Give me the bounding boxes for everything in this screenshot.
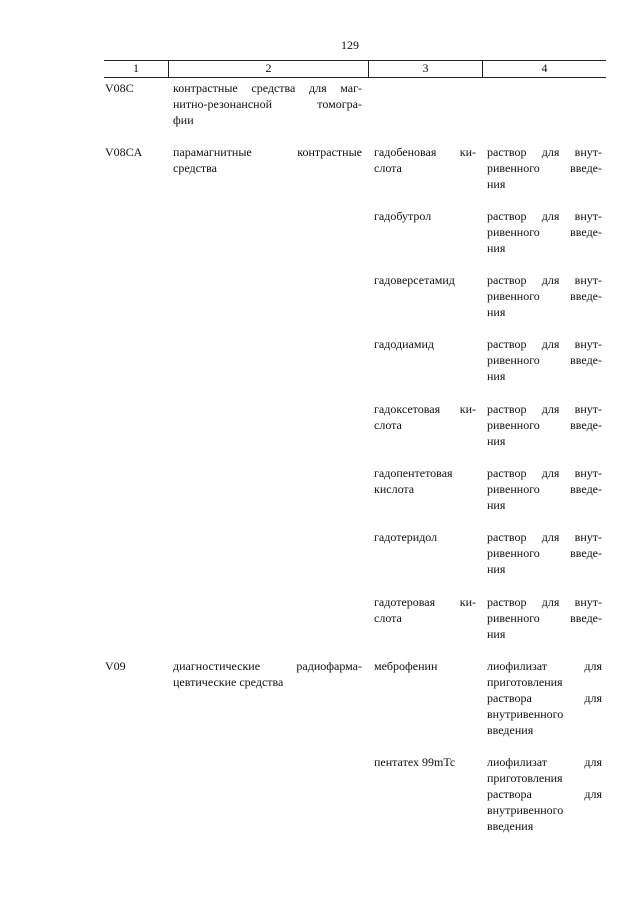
group-name-cell	[168, 80, 368, 128]
dosage-form-cell	[482, 401, 606, 449]
inn-cell	[368, 465, 482, 513]
dosage-form-cell	[482, 336, 606, 384]
dosage-form-line: ривенного введе-	[487, 611, 602, 625]
inn-cell	[368, 754, 482, 834]
table-row	[104, 144, 606, 192]
header-col-4: 4	[482, 61, 606, 77]
dosage-form-line: лиофилизат для	[487, 659, 602, 673]
table-row	[104, 594, 606, 642]
page-number: 129	[341, 38, 359, 52]
inn-cell	[368, 144, 482, 192]
inn-line: слота	[374, 611, 402, 625]
dosage-form-line: раствор для внут-	[487, 273, 602, 287]
atc-code-cell	[104, 144, 168, 192]
group-name-line: цевтические средства	[173, 675, 284, 689]
dosage-form-cell	[482, 529, 606, 577]
dosage-form-cell	[482, 144, 606, 192]
atc-code-cell	[104, 272, 168, 320]
inn-line: кислота	[374, 482, 415, 496]
dosage-form-line: введения	[487, 723, 534, 737]
group-name-cell	[168, 144, 368, 192]
table-row	[104, 465, 606, 513]
inn-cell	[368, 208, 482, 256]
group-name-cell	[168, 208, 368, 256]
table-row	[104, 529, 606, 577]
dosage-form-line: ривенного введе-	[487, 225, 602, 239]
dosage-form-line: ния	[487, 498, 506, 512]
dosage-form-line: ния	[487, 177, 506, 191]
dosage-form-line: ния	[487, 241, 506, 255]
group-name-cell	[168, 754, 368, 834]
dosage-form-line: внутривенного	[487, 707, 564, 721]
dosage-form-cell	[482, 208, 606, 256]
dosage-form-line: раствор для внут-	[487, 145, 602, 159]
dosage-form-line: ривенного введе-	[487, 418, 602, 432]
dosage-form-cell	[482, 658, 606, 738]
dosage-form-line: раствор для внут-	[487, 530, 602, 544]
group-name-line: средства	[173, 161, 218, 175]
dosage-form-cell	[482, 465, 606, 513]
dosage-form-line: раствор для внут-	[487, 209, 602, 223]
table-row	[104, 272, 606, 320]
inn-line: гадобеновая ки-	[374, 145, 476, 159]
inn-cell	[368, 529, 482, 577]
dosage-form-line: приготовления	[487, 771, 563, 785]
table-row	[104, 208, 606, 256]
group-name-cell	[168, 272, 368, 320]
dosage-form-line: ния	[487, 369, 506, 383]
dosage-form-line: ривенного введе-	[487, 482, 602, 496]
atc-code: V08C	[105, 81, 134, 95]
atc-code: V08CA	[105, 145, 143, 159]
group-name-line: парамагнитные контрастные	[173, 145, 362, 159]
group-name-line: фии	[173, 113, 194, 127]
table-row	[104, 401, 606, 449]
atc-code-cell	[104, 594, 168, 642]
table-row	[104, 658, 606, 738]
table-row	[104, 754, 606, 834]
atc-code-cell	[104, 529, 168, 577]
dosage-form-line: раствора для	[487, 691, 602, 705]
inn-cell	[368, 658, 482, 738]
group-name-line: контрастные средства для маг-	[173, 81, 362, 95]
dosage-form-cell	[482, 272, 606, 320]
inn-line: слота	[374, 161, 402, 175]
drug-table	[104, 60, 606, 833]
dosage-form-line: ривенного введе-	[487, 546, 602, 560]
group-name-line: диагностические радиофарма-	[173, 659, 362, 673]
atc-code-cell	[104, 465, 168, 513]
inn-cell	[368, 594, 482, 642]
group-name-line: нитно-резонансной томогра-	[173, 97, 362, 111]
dosage-form-line: раствор для внут-	[487, 337, 602, 351]
inn-line: гадобутрол	[374, 209, 432, 223]
dosage-form-line: ния	[487, 627, 506, 641]
dosage-form-line: ривенного введе-	[487, 161, 602, 175]
dosage-form-line: раствора для	[487, 787, 602, 801]
dosage-form-line: раствор для внут-	[487, 595, 602, 609]
table-header	[104, 60, 606, 78]
atc-code: V09	[105, 659, 126, 673]
group-name-cell	[168, 594, 368, 642]
dosage-form-line: введения	[487, 819, 534, 833]
atc-code-cell	[104, 401, 168, 449]
atc-code-cell	[104, 336, 168, 384]
inn-cell	[368, 336, 482, 384]
group-name-cell	[168, 529, 368, 577]
dosage-form-line: ния	[487, 305, 506, 319]
group-name-cell	[168, 658, 368, 738]
dosage-form-line: раствор для внут-	[487, 466, 602, 480]
header-col-3: 3	[368, 61, 482, 77]
dosage-form-line: ния	[487, 434, 506, 448]
dosage-form-cell	[482, 80, 606, 128]
inn-line: слота	[374, 418, 402, 432]
table-row	[104, 336, 606, 384]
inn-line: гадотеровая ки-	[374, 595, 476, 609]
inn-line: меброфенин	[374, 659, 438, 673]
inn-line: гадопентетовая	[374, 466, 453, 480]
header-col-2: 2	[168, 61, 368, 77]
inn-cell	[368, 272, 482, 320]
dosage-form-line: лиофилизат для	[487, 755, 602, 769]
dosage-form-line: ния	[487, 562, 506, 576]
atc-code-cell	[104, 80, 168, 128]
atc-code-cell	[104, 208, 168, 256]
table-row	[104, 80, 606, 128]
inn-cell	[368, 80, 482, 128]
atc-code-cell	[104, 754, 168, 834]
header-col-1: 1	[133, 61, 139, 75]
atc-code-cell	[104, 658, 168, 738]
inn-line: пентатех 99mTc	[374, 755, 456, 769]
inn-line: гадоксетовая ки-	[374, 402, 476, 416]
inn-line: гадотеридол	[374, 530, 438, 544]
dosage-form-line: раствор для внут-	[487, 402, 602, 416]
dosage-form-cell	[482, 754, 606, 834]
dosage-form-cell	[482, 594, 606, 642]
inn-line: гадодиамид	[374, 337, 434, 351]
dosage-form-line: ривенного введе-	[487, 353, 602, 367]
dosage-form-line: приготовления	[487, 675, 563, 689]
dosage-form-line: внутривенного	[487, 803, 564, 817]
group-name-cell	[168, 465, 368, 513]
inn-cell	[368, 401, 482, 449]
inn-line: гадоверсетамид	[374, 273, 455, 287]
group-name-cell	[168, 336, 368, 384]
group-name-cell	[168, 401, 368, 449]
dosage-form-line: ривенного введе-	[487, 289, 602, 303]
